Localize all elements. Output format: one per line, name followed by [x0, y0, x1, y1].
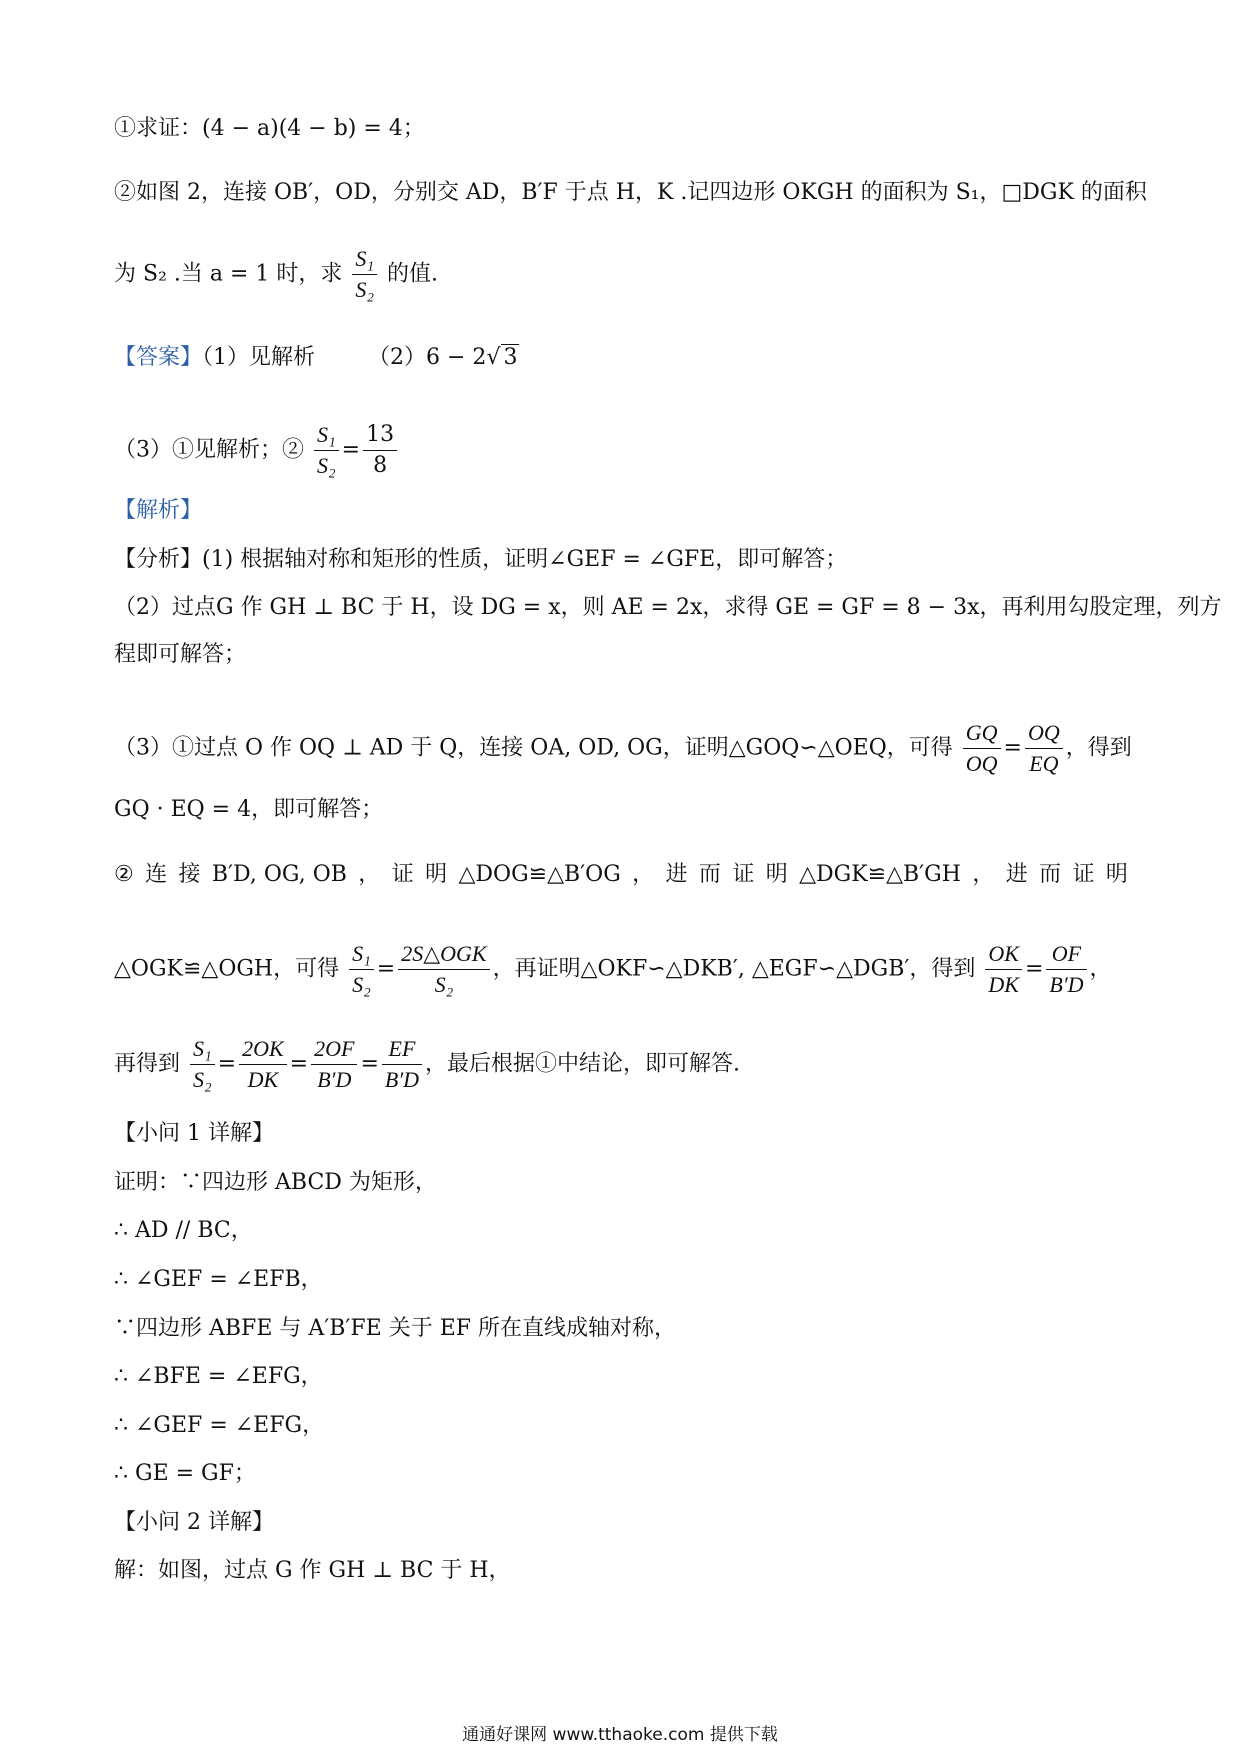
analysis-4a-token: 而 [1039, 862, 1062, 887]
answer-line [114, 343, 519, 373]
solution-1: 解：如图，过点 G 作 GH ⊥ BC 于 H， [114, 1558, 511, 1583]
answer-tag: 【答案】 [114, 345, 203, 370]
footer: 通通好课网 www.tthaoke.com 提供下载 [462, 1725, 778, 1745]
analysis-4a-token: 进 [1005, 862, 1028, 887]
proof-4: ∵四边形 ABFE 与 A′B′FE 关于 EF 所在直线成轴对称， [114, 1316, 677, 1341]
analysis-2a: （2）过点G 作 GH ⊥ BC 于 H，设 DG = x，则 AE = 2x，求得 GE = GF = 8 − 3x，再利用勾股定理，列方 [114, 595, 1222, 620]
proof-3: ∴ ∠GEF = ∠EFB， [114, 1267, 323, 1292]
q2-tag: 【小问 2 详解】 [114, 1510, 274, 1535]
analysis-4a-token: ， [972, 862, 995, 887]
proof-1: 证明：∵四边形 ABCD 为矩形， [114, 1170, 437, 1195]
proof-2: ∴ AD // BC， [114, 1218, 253, 1243]
analysis-3a: （3）①过点 O 作 OQ ⊥ AD 于 Q，连接 OA, OD, OG，证明△GOQ∽△OEQ，可得 $\frac{GQ}{OQ}$ = $\frac{OQ}{EQ}$ ，得到 [114, 720, 1132, 776]
answer-1: （1）见解析 [202, 345, 316, 370]
analysis-1: 【分析】(1) 根据轴对称和矩形的性质，证明∠GEF = ∠GFE，即可解答； [114, 547, 848, 572]
analysis-4a-token: 明 [765, 862, 788, 887]
analysis-tag: 【解析】 [114, 498, 203, 523]
proof-6: ∴ ∠GEF = ∠EFG， [114, 1413, 325, 1438]
proof-7: ∴ GE = GF； [114, 1461, 256, 1486]
analysis-4a-token: 进 [665, 862, 688, 887]
line-2: ②如图 2，连接 OB′，OD，分别交 AD，B′F 于点 H，K .记四边形 OKGH 的面积为 S₁，□DGK 的面积 [114, 180, 1147, 205]
line-3 [114, 244, 438, 305]
analysis-4a [114, 860, 1128, 890]
q1-tag: 【小问 1 详解】 [114, 1121, 274, 1146]
analysis-4c: 再得到 $\frac{\text{S₁}}{\text{S₂}}$ = $\frac{2OK}{DK}$ = $\frac{2OF}{B'D}$ = $\frac{EF}{B'D}$ ，最后根据①中结论，即可解答. [114, 1036, 741, 1092]
fraction: $\frac{\text{S₁}}{\text{S₂}}$ [352, 244, 377, 305]
analysis-4a-token: 证 [732, 862, 755, 887]
analysis-4a-token: △DGK≌△B′GH [799, 862, 961, 887]
analysis-4a-token: 接 [178, 862, 201, 887]
analysis-4b: △OGK≌△OGH，可得 $\frac{\text{S₁}}{\text{S₂}}$ = $\frac{\text{2S△OGK}}{\text{S₂}}$ ，再证明△OKF∽△DKB′, △EGF∽△DGB′，得到 $\frac{OK}{DK}$ = $\frac{OF}{B'D}$ ， [114, 941, 1112, 997]
line-3-tail: 的值. [387, 261, 439, 287]
line-1: ①求证：(4 − a)(4 − b) = 4； [114, 116, 425, 141]
analysis-4a-token: 连 [145, 862, 168, 887]
analysis-4a-token: 证 [1072, 862, 1095, 887]
analysis-3c: GQ · EQ = 4，即可解答； [114, 797, 384, 822]
analysis-4a-token: ， [632, 862, 655, 887]
analysis-4a-token: ② [114, 862, 134, 887]
proof-5: ∴ ∠BFE = ∠EFG， [114, 1364, 323, 1389]
analysis-4a-token: B′D, OG, OB [211, 862, 347, 887]
analysis-4a-token: △DOG≌△B′OG [458, 862, 621, 887]
answer-2: （2）6 − 2√ 3 [368, 345, 518, 370]
analysis-4a-token: 明 [425, 862, 448, 887]
analysis-4a-token: ， [358, 862, 381, 887]
analysis-4a-token: 证 [391, 862, 414, 887]
answer-3: （3）①见解析；② $\frac{\text{S₁}}{\text{S₂}}$ = $\frac{13}{8}$ [114, 420, 400, 481]
analysis-4a-token: 而 [698, 862, 721, 887]
analysis-4a-token: 明 [1105, 862, 1128, 887]
analysis-2b: 程即可解答； [114, 642, 247, 667]
line-3-text: 为 S₂ .当 a = 1 时，求 [114, 261, 343, 287]
